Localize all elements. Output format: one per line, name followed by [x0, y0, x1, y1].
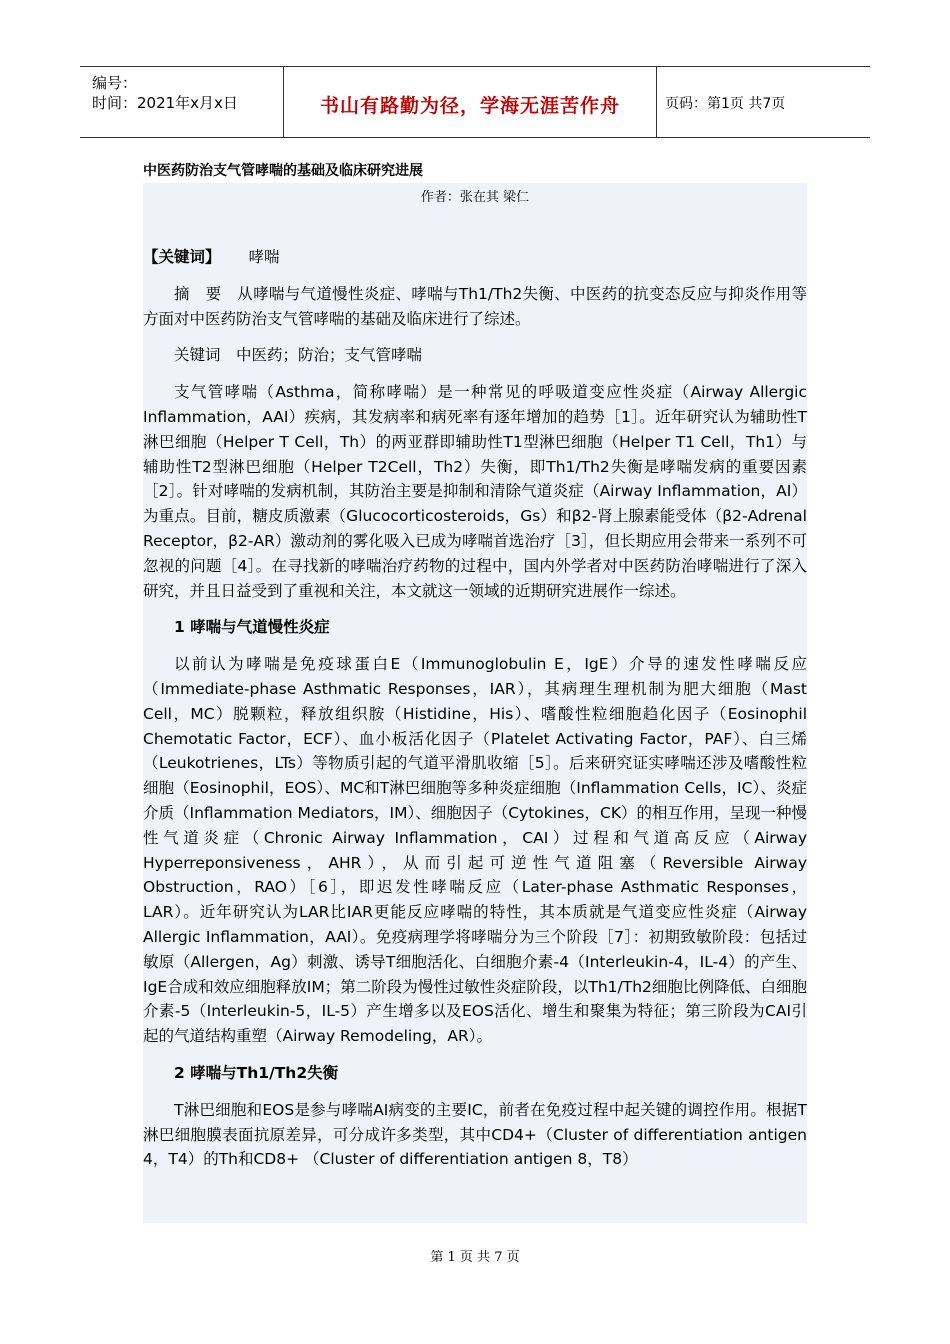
keywords-value: 哮喘 — [248, 248, 280, 266]
time-label: 时间：2021年x月x日 — [92, 94, 238, 112]
page-label: 页码：第1页 共7页 — [665, 96, 786, 112]
header-meta-cell — [80, 67, 284, 137]
section2-heading: 2 哮喘与Th1/Th2失衡 — [174, 1063, 339, 1082]
keywords-secondary: 关键词 中医药；防治；支气管哮喘 — [174, 346, 423, 365]
abstract-paragraph: 摘 要 从哮喘与气道慢性炎症、哮喘与Th1/Th2失衡、中医药的抗变态反应与抑炎作用等方面对中医药防治支气管哮喘的基础及临床进行了综述。 — [143, 284, 807, 328]
keywords-label: 【关键词】 — [143, 248, 221, 266]
header-table — [80, 66, 870, 138]
section2-paragraph: T淋巴细胞和EOS是参与哮喘AI病变的主要IC，前者在免疫过程中起关键的调控作用。根据T淋巴细胞膜表面抗原差异，可分成许多类型，其中CD4+（Cluster of differentiation antigen 4，T4）的Th和CD8+ （Cluster of differentiation antigen 8，T8） — [143, 1100, 807, 1169]
header-page-cell — [657, 67, 870, 137]
page-footer: 第 1 页 共 7 页 — [430, 1250, 520, 1265]
article-body — [143, 245, 807, 1184]
section1-heading: 1 哮喘与气道慢性炎症 — [174, 618, 330, 637]
article-authors: 作者：张在其 梁仁 — [420, 190, 530, 205]
keywords-line — [143, 245, 807, 270]
intro-paragraph: 支气管哮喘（Asthma，简称哮喘）是一种常见的呼吸道变应性炎症（Airway Allergic Inflammation，AAI）疾病，其发病率和病死率有逐年增加的趋势［1］。近年研究认为辅助性T淋巴细胞（Helper T Cell，Th）的两亚群即辅助性T1型淋巴细胞（Helper T1 Cell，Th1）与辅助性T2型淋巴细胞（Helper T2Cell，Th2）失衡，即Th1/Th2失衡是哮喘发病的重要因素［2］。针对哮喘的发病机制，其防治主要是抑制和清除气道炎症（Airway Inflammation，AI）为重点。目前，糖皮质激素（Glucocorticosteroids，Gs）和β2-肾上腺素能受体（β2-Adrenal Receptor，β2-AR）激动剂的雾化吸入已成为哮喘首选治疗［3］，但长期应用会带来一系列不可忽视的问题［4］。在寻找新的哮喘治疗药物的过程中，国内外学者对中医药防治哮喘进行了深入研究，并且日益受到了重视和关注，本文就这一领域的近期研究进展作一综述。 — [143, 383, 807, 600]
header-motto-cell — [284, 67, 657, 137]
motto-text: 书山有路勤为径，学海无涯苦作舟 — [319, 95, 620, 117]
article-title: 中医药防治支气管哮喘的基础及临床研究进展 — [143, 163, 423, 179]
doc-number-label: 编号： — [92, 74, 138, 92]
section1-paragraph: 以前认为哮喘是免疫球蛋白E（Immunoglobulin E，IgE）介导的速发性哮喘反应（Immediate-phase Asthmatic Responses，IAR），其病理生理机制为肥大细胞（Mast Cell，MC）脱颗粒，释放组织胺（Histidine，His）、嗜酸性粒细胞趋化因子（Eosinophil Chemotatic Factor，ECF）、血小板活化因子（Platelet Activating Factor，PAF）、白三烯（Leukotrienes，LTs）等物质引起的气道平滑肌收缩［5］。后来研究证实哮喘还涉及嗜酸性粒细胞（Eosinophil，EOS）、MC和T淋巴细胞等多种炎症细胞（Inflammation Cells，IC）、炎症介质（Inflammation Mediators，IM）、细胞因子（Cytokines，CK）的相互作用，呈现一种慢性气道炎症（Chronic Airway Inflammation，CAI）过程和气道高反应（Airway Hyperreponsiveness，AHR），从而引起可逆性气道阻塞（Reversible Airway Obstruction，RAO）［6］，即迟发性哮喘反应（Later-phase Asthmatic Responses，LAR）。近年研究认为LAR比IAR更能反应哮喘的特性，其本质就是气道变应性炎症（Airway Allergic Inflammation，AAI）。免疫病理学将哮喘分为三个阶段［7］：初期致敏阶段：包括过敏原（Allergen，Ag）刺激、诱导T细胞活化、白细胞介素-4（Interleukin-4，IL-4）的产生、IgE合成和效应细胞释放IM；第二阶段为慢性过敏性炎症阶段，以Th1/Th2细胞比例降低、白细胞介素-5（Interleukin-5，IL-5）产生增多以及EOS活化、增生和聚集为特征；第三阶段为CAI引起的气道结构重塑（Airway Remodeling，AR）。 — [143, 655, 807, 1046]
